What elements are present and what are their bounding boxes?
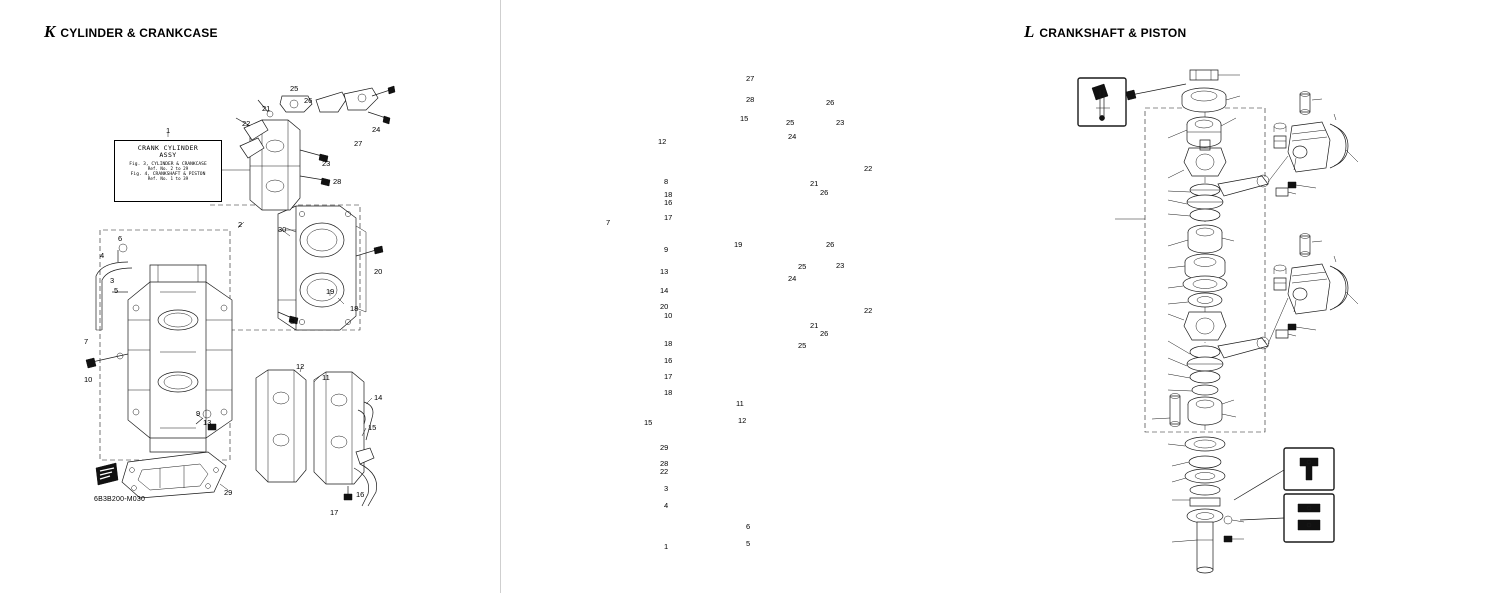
callout-l-10: 10 — [664, 311, 673, 320]
callout-l-19: 19 — [734, 240, 743, 249]
panel-title-text-l: CRANKSHAFT & PISTON — [1039, 26, 1187, 40]
callout-l-rep-23: 23 — [836, 261, 845, 270]
callout-k-4: 4 — [100, 251, 105, 260]
callout-k-13: 13 — [203, 418, 212, 427]
callout-l-rep-25: 25 — [798, 341, 807, 350]
callout-l-17: 17 — [664, 213, 673, 222]
callout-l-rep-15: 15 — [644, 418, 653, 427]
callout-k-26: 26 — [304, 96, 313, 105]
callout-k-25: 25 — [290, 84, 299, 93]
callout-k-23: 23 — [322, 159, 331, 168]
callout-l-12: 12 — [658, 137, 667, 146]
callout-l-4: 4 — [664, 501, 669, 510]
callout-l-27: 27 — [746, 74, 755, 83]
callout-l-rep-26: 26 — [820, 329, 829, 338]
callout-k-30: 30 — [278, 225, 287, 234]
callout-l-2: 2 — [664, 467, 669, 476]
callout-k-20: 20 — [374, 267, 383, 276]
callout-l-18: 18 — [664, 190, 673, 199]
callout-l-5: 5 — [746, 539, 751, 548]
callout-l-rep-22: 22 — [864, 306, 873, 315]
callout-k-10: 10 — [84, 375, 93, 384]
note-line-2: ASSY — [159, 151, 177, 160]
panel-cylinder-crankcase — [0, 0, 500, 593]
callout-k-12: 12 — [296, 362, 305, 371]
callout-l-25: 25 — [786, 118, 795, 127]
callout-k-22: 22 — [242, 119, 251, 128]
callout-l-rep-17: 17 — [664, 372, 673, 381]
callout-l-24: 24 — [788, 132, 797, 141]
callout-k-3: 3 — [110, 276, 115, 285]
note-line-1: CRANK CYLINDER — [137, 144, 199, 152]
callout-l-rep-16: 16 — [664, 356, 673, 365]
callout-l-28: 28 — [746, 95, 755, 104]
crankshaft-piston-artwork — [1000, 0, 1500, 593]
callout-l-9: 9 — [664, 245, 669, 254]
callout-k-19: 19 — [326, 287, 335, 296]
callout-l-rep-18: 18 — [664, 339, 673, 348]
callout-l-rep-2: 2 — [660, 467, 665, 476]
callout-l-6: 6 — [746, 522, 751, 531]
callout-l-16: 16 — [664, 198, 673, 207]
callout-l-14: 14 — [660, 286, 669, 295]
callout-l-rep-25: 25 — [798, 262, 807, 271]
callout-l-rep-26: 26 — [820, 188, 829, 197]
callout-k-2: 2 — [238, 220, 243, 229]
note-line-6: Ref. No. 1 to 39 — [147, 176, 189, 182]
callout-l-21: 21 — [810, 179, 819, 188]
callout-l-23: 23 — [836, 118, 845, 127]
callout-k-15: 15 — [368, 423, 377, 432]
callout-k-21: 21 — [262, 104, 271, 113]
callout-k-9: 9 — [196, 409, 201, 418]
callout-l-22: 22 — [864, 164, 873, 173]
callout-k-27: 27 — [354, 139, 363, 148]
callout-l-7: 7 — [606, 218, 611, 227]
callout-k-24: 24 — [372, 125, 381, 134]
note-line-5: Fig. 4, CRANKSHAFT & PISTON — [130, 172, 206, 178]
callout-k-8: 8 — [290, 317, 295, 326]
callout-l-rep-12: 12 — [738, 416, 747, 425]
panel-crankshaft-piston — [500, 0, 1187, 593]
note-line-4: Ref. No. 2 to 29 — [147, 166, 189, 172]
callout-l-rep-21: 21 — [810, 321, 819, 330]
callout-l-rep-24: 24 — [788, 274, 797, 283]
callout-k-1: 1 — [166, 126, 171, 135]
callout-l-26: 26 — [826, 98, 835, 107]
callout-l-rep-18: 18 — [664, 388, 673, 397]
diagram-code-label: 6B3B200-M030 — [94, 496, 146, 503]
callout-k-17: 17 — [330, 508, 339, 517]
callout-l-1: 1 — [664, 542, 669, 551]
callout-l-3: 3 — [664, 484, 669, 493]
panel-title-text-k: CYLINDER & CRANKCASE — [60, 26, 218, 40]
crank-cylinder-assy-note — [114, 140, 222, 202]
callout-l-11: 11 — [736, 399, 744, 408]
callout-k-14: 14 — [374, 393, 383, 402]
note-line-3: Fig. 3, CYLINDER & CRANKCASE — [129, 161, 207, 167]
callout-k-16: 16 — [356, 490, 365, 499]
panel-letter-k: K — [44, 22, 56, 41]
callout-l-20: 20 — [660, 302, 669, 311]
callout-l-29: 29 — [660, 443, 669, 452]
callout-k-28: 28 — [333, 177, 342, 186]
panel-letter-l: L — [1024, 22, 1035, 41]
callout-k-7: 7 — [84, 337, 89, 346]
cylinder-crankcase-artwork — [0, 0, 500, 593]
callout-l-15: 15 — [740, 114, 749, 123]
callout-l-rep-26: 26 — [826, 240, 835, 249]
callout-k-5: 5 — [114, 286, 119, 295]
callout-k-6: 6 — [118, 234, 123, 243]
callout-l-8: 8 — [664, 177, 669, 186]
callout-k-18: 18 — [350, 304, 359, 313]
callout-k-29: 29 — [224, 488, 233, 497]
callout-k-11: 11 — [322, 373, 330, 382]
callout-l-rep-28: 28 — [660, 459, 669, 468]
callout-l-13: 13 — [660, 267, 669, 276]
